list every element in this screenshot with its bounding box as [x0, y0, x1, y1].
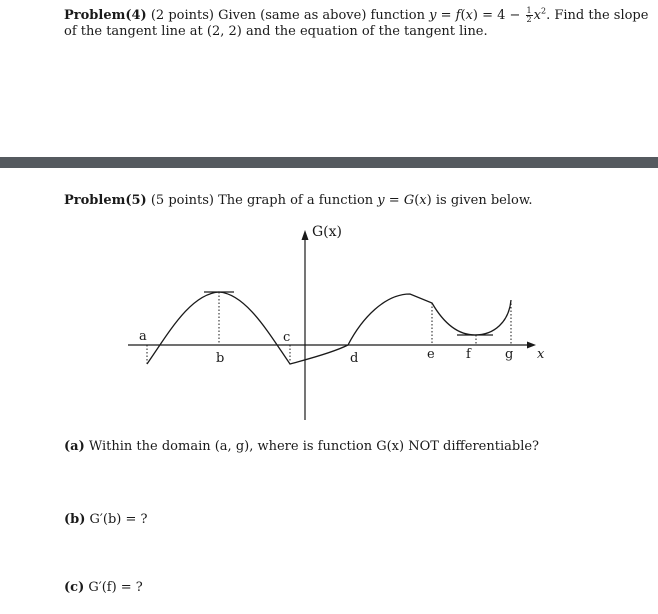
question-c-text: G′(f) = ? — [88, 580, 143, 595]
problem4-text-c: . Find the slope — [546, 8, 649, 23]
problem4-line1: Problem(4) (2 points) Given (same as above) function y = f(x) = 4 − $\frac{1}{2}$ $x^2$. Find the slope — [64, 6, 649, 24]
y-axis-label: G(x) — [312, 224, 343, 240]
x-axis-label: x — [537, 347, 545, 362]
point-label-b: b — [216, 351, 225, 366]
point-label-a: a — [139, 329, 147, 344]
function-curve — [147, 292, 514, 364]
problem4-text-b: = 4 − — [482, 8, 521, 23]
problem5-line: Problem(5) (5 points) The graph of a function y = G(x) is given below. — [64, 193, 533, 208]
problem5-label: Problem(5) — [64, 193, 147, 208]
problem4-label: Problem(4) — [64, 8, 147, 23]
problem4-fraction: $\frac{1}{2}$ — [526, 6, 532, 24]
question-b — [64, 511, 147, 528]
question-c — [64, 579, 143, 596]
question-a — [64, 438, 539, 455]
problem5-text: (5 points) The graph of a function — [150, 193, 374, 208]
problem4-text-a: (2 points) Given (same as above) function — [150, 8, 425, 23]
function-graph — [0, 215, 658, 430]
point-label-d: d — [350, 351, 359, 366]
question-a-label: (a) — [64, 439, 85, 454]
point-label-c: c — [283, 330, 291, 345]
y-axis-arrow — [302, 230, 309, 240]
section-divider — [0, 157, 658, 168]
problem5-text-tail: is given below. — [435, 193, 533, 208]
x-axis-arrow — [527, 342, 536, 349]
question-b-label: (b) — [64, 512, 86, 527]
question-c-label: (c) — [64, 580, 85, 595]
point-label-g: g — [505, 347, 514, 362]
question-b-text: G′(b) = ? — [89, 512, 148, 527]
problem4-line2: of the tangent line at (2, 2) and the equation of the tangent line. — [64, 24, 488, 39]
point-label-e: e — [427, 347, 435, 362]
question-a-text: Within the domain (a, g), where is function G(x) NOT differentiable? — [88, 439, 540, 454]
point-label-f: f — [466, 347, 471, 362]
